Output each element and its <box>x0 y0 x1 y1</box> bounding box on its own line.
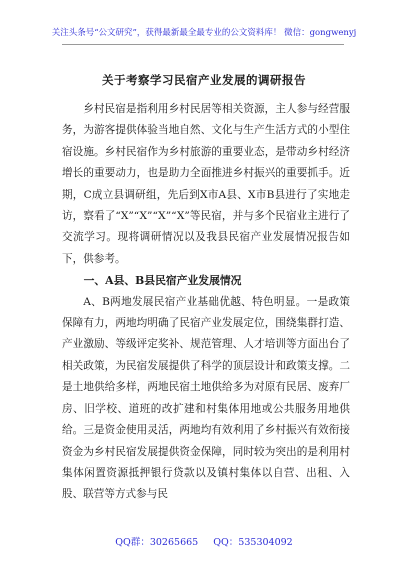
document-title: 关于考察学习民宿产业发展的调研报告 <box>102 73 306 87</box>
header-divider <box>62 44 344 45</box>
page-footer <box>0 534 408 548</box>
footer-qq-group: QQ群：30265665 <box>115 537 199 548</box>
document-body <box>62 99 350 506</box>
intro-paragraph: 乡村民宿是指利用乡村民居等相关资源，主人参与经营服务，为游客提供体验当地自然、文化与生产生活方式的小型住宿设施。乡村民宿作为乡村旅游的重要业态，是带动乡村经济增长的重要动力，也是助力全面推进乡村振兴的重要抓手。近期，C成立县调研组，先后到X市A县、X市B县进行了实地走访，察看了“X”“X”“X”“X”等民宿，并与多个民宿业主进行了交流学习。现将调研情况以及我县民宿产业发展情况报告如下，供参考。 <box>62 103 350 265</box>
section-paragraph: A、B两地发展民宿产业基础优越、特色明显。一是政策保障有力，两地均明确了民宿产业发展定位，围绕集群打造、产业激励、等级评定奖补、规范管理、人才培训等方面出台了相关政策，为民宿发展提供了科学的顶层设计和政策支撑。二是土地供给多样，两地民宿土地供给多为对原有民居、废弃厂房、旧学校、道班的改扩建和村集体用地或公共服务用地供给。三是资金使用灵活，两地均有效利用了乡村振兴有效衔接资金为乡村民宿发展提供资金保障，同时较为突出的是利用村集体闲置资源抵押银行贷款以及镇村集体以自营、出租、入股、联营等方式参与民 <box>62 295 350 501</box>
footer-qq-contact: QQ：535304092 <box>213 537 293 548</box>
page-header-banner: 关注头条号“公文研究”，获得最新最全最专业的公文资料库！ 微信：gongwenyj <box>51 28 357 38</box>
section-heading: 一、A县、B县民宿产业发展情况 <box>83 274 242 288</box>
